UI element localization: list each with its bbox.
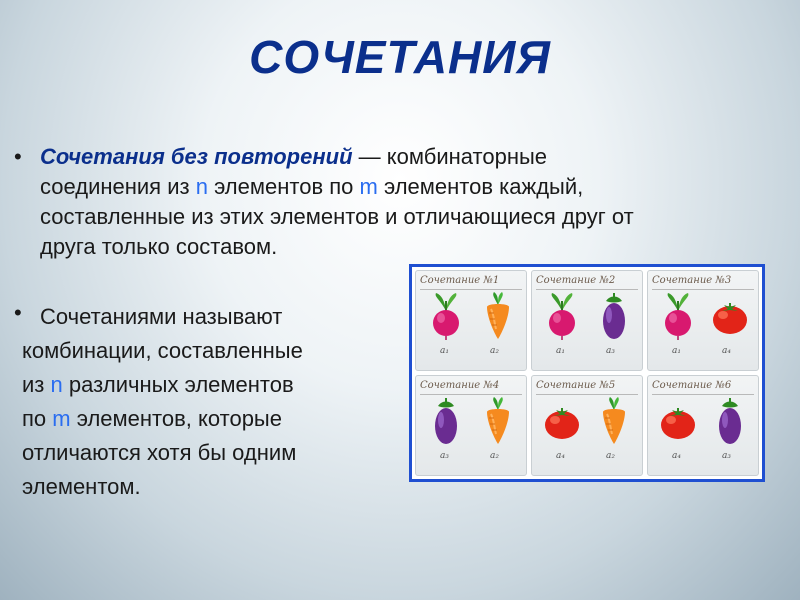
combination-label: Сочетание №5 <box>536 380 616 391</box>
definition-text: элементов каждый, <box>377 174 584 199</box>
second-line-1: Сочетаниями называют <box>40 304 283 329</box>
element-subscript: a₂ <box>606 451 615 461</box>
combinations-panel <box>409 264 765 482</box>
variable-m: m <box>52 406 71 431</box>
eggplant-icon <box>710 396 750 446</box>
second-line-5: отличаются хотя бы одним <box>22 440 297 465</box>
variable-m: m <box>359 174 378 199</box>
second-text: по <box>22 406 53 431</box>
second-line-6: элементом. <box>22 474 141 499</box>
element-subscript: a₁ <box>672 346 681 356</box>
definition-text: элементов по <box>207 174 360 199</box>
definition-line-4: друга только составом. <box>40 234 278 259</box>
combination-label: Сочетание №4 <box>420 380 500 391</box>
combination-label: Сочетание №6 <box>652 380 732 391</box>
tomato-icon <box>542 396 582 446</box>
definition-term: Сочетания без повторений <box>40 144 353 169</box>
divider <box>536 394 638 395</box>
combinations-grid <box>415 270 759 476</box>
tomato-icon <box>658 396 698 446</box>
element-subscript: a₄ <box>556 451 565 461</box>
definition-text: соединения из <box>40 174 196 199</box>
combination-card <box>647 375 759 476</box>
eggplant-icon <box>594 291 634 341</box>
element-subscript: a₃ <box>722 451 731 461</box>
tomato-icon <box>710 291 750 341</box>
element-subscript: a₂ <box>490 346 499 356</box>
definition-dash-text: — комбинаторные <box>352 144 548 169</box>
radish-icon <box>658 291 698 341</box>
bullet-icon: • <box>14 300 22 325</box>
slide-title: СОЧЕТАНИЯ <box>249 31 551 83</box>
divider <box>420 289 522 290</box>
divider <box>420 394 522 395</box>
second-text: из <box>22 372 51 397</box>
second-line-2: комбинации, составленные <box>22 338 303 363</box>
combination-label: Сочетание №1 <box>420 275 500 286</box>
combination-card <box>415 375 527 476</box>
combination-label: Сочетание №2 <box>536 275 616 286</box>
carrot-icon <box>478 396 518 446</box>
carrot-icon <box>594 396 634 446</box>
second-text: различных элементов <box>62 372 294 397</box>
second-line-4 <box>22 402 303 436</box>
combination-label: Сочетание №3 <box>652 275 732 286</box>
combination-card <box>531 270 643 371</box>
variable-n: n <box>195 174 208 199</box>
second-text: элементов, которые <box>70 406 282 431</box>
element-subscript: a₁ <box>440 346 449 356</box>
element-subscript: a₁ <box>556 346 565 356</box>
definition-line-2 <box>40 172 774 202</box>
element-subscript: a₃ <box>606 346 615 356</box>
divider <box>652 289 754 290</box>
radish-icon <box>542 291 582 341</box>
definition-line-3: составленные из этих элементов и отличающиеся друг от <box>40 204 634 229</box>
element-subscript: a₄ <box>672 451 681 461</box>
definition-line-1 <box>40 142 774 172</box>
divider <box>536 289 638 290</box>
element-subscript: a₂ <box>490 451 499 461</box>
second-paragraph <box>22 300 303 504</box>
second-line-3 <box>22 368 303 402</box>
combination-card <box>415 270 527 371</box>
element-subscript: a₃ <box>440 451 449 461</box>
eggplant-icon <box>426 396 466 446</box>
definition-paragraph <box>14 142 774 262</box>
bullet-icon: • <box>14 144 22 169</box>
combination-card <box>531 375 643 476</box>
element-subscript: a₄ <box>722 346 731 356</box>
carrot-icon <box>478 291 518 341</box>
variable-n: n <box>50 372 63 397</box>
radish-icon <box>426 291 466 341</box>
combination-card <box>647 270 759 371</box>
divider <box>652 394 754 395</box>
